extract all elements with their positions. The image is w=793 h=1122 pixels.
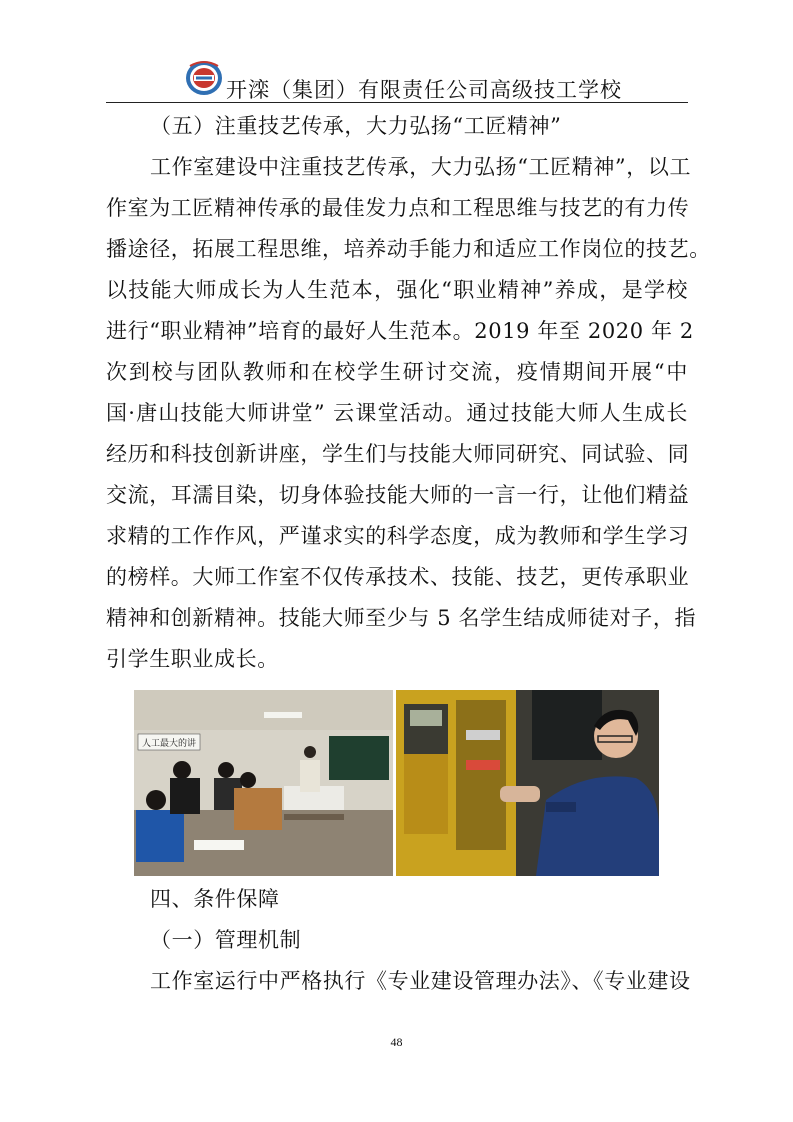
paragraph-line: 进行“职业精神”培育的最好人生范本。2019 年至 2020 年 2: [106, 319, 694, 343]
page-number: 48: [390, 1035, 403, 1049]
paragraph-line: 精神和创新精神。技能大师至少与 5 名学生结成师徒对子，指: [106, 606, 697, 630]
paragraph-line: 播途径，拓展工程思维，培养动手能力和适应工作岗位的技艺。: [106, 237, 711, 261]
section-heading: （五）注重技艺传承，大力弘扬“工匠精神”: [150, 114, 562, 138]
classroom-banner-text: 人工最大的讲: [142, 739, 197, 749]
section4-heading: 四、条件保障: [150, 887, 280, 911]
classroom-photo: [134, 690, 393, 876]
header-divider: [106, 102, 688, 103]
paragraph-line: 工作室建设中注重技艺传承，大力弘扬“工匠精神”，以工: [150, 155, 692, 179]
paragraph-line: 的榜样。大师工作室不仅传承技术、技能、技艺，更传承职业: [106, 565, 690, 589]
paragraph-line: 求精的工作作风，严谨求实的科学态度，成为教师和学生学习: [106, 524, 690, 548]
header-title: 开滦（集团）有限责任公司高级技工学校: [226, 78, 622, 102]
page-header: [106, 58, 688, 104]
paragraph-line: 次到校与团队教师和在校学生研讨交流，疫情期间开展“中: [106, 360, 688, 384]
paragraph-line: 作室为工匠精神传承的最佳发力点和工程思维与技艺的有力传: [106, 196, 690, 220]
paragraph-line: 经历和科技创新讲座，学生们与技能大师同研究、同试验、同: [106, 442, 690, 466]
school-emblem-icon: [184, 58, 224, 98]
technician-photo: [396, 690, 659, 876]
subsection-heading: （一）管理机制: [150, 928, 302, 952]
paragraph-line: 交流，耳濡目染，切身体验技能大师的一言一行，让他们精益: [106, 483, 690, 507]
paragraph-line: 国·唐山技能大师讲堂” 云课堂活动。通过技能大师人生成长: [106, 401, 688, 425]
paragraph-line: 工作室运行中严格执行《专业建设管理办法》、《专业建设: [150, 969, 691, 993]
paragraph-line: 引学生职业成长。: [106, 647, 279, 671]
paragraph-line: 以技能大师成长为人生范本，强化“职业精神”养成，是学校: [106, 278, 688, 302]
